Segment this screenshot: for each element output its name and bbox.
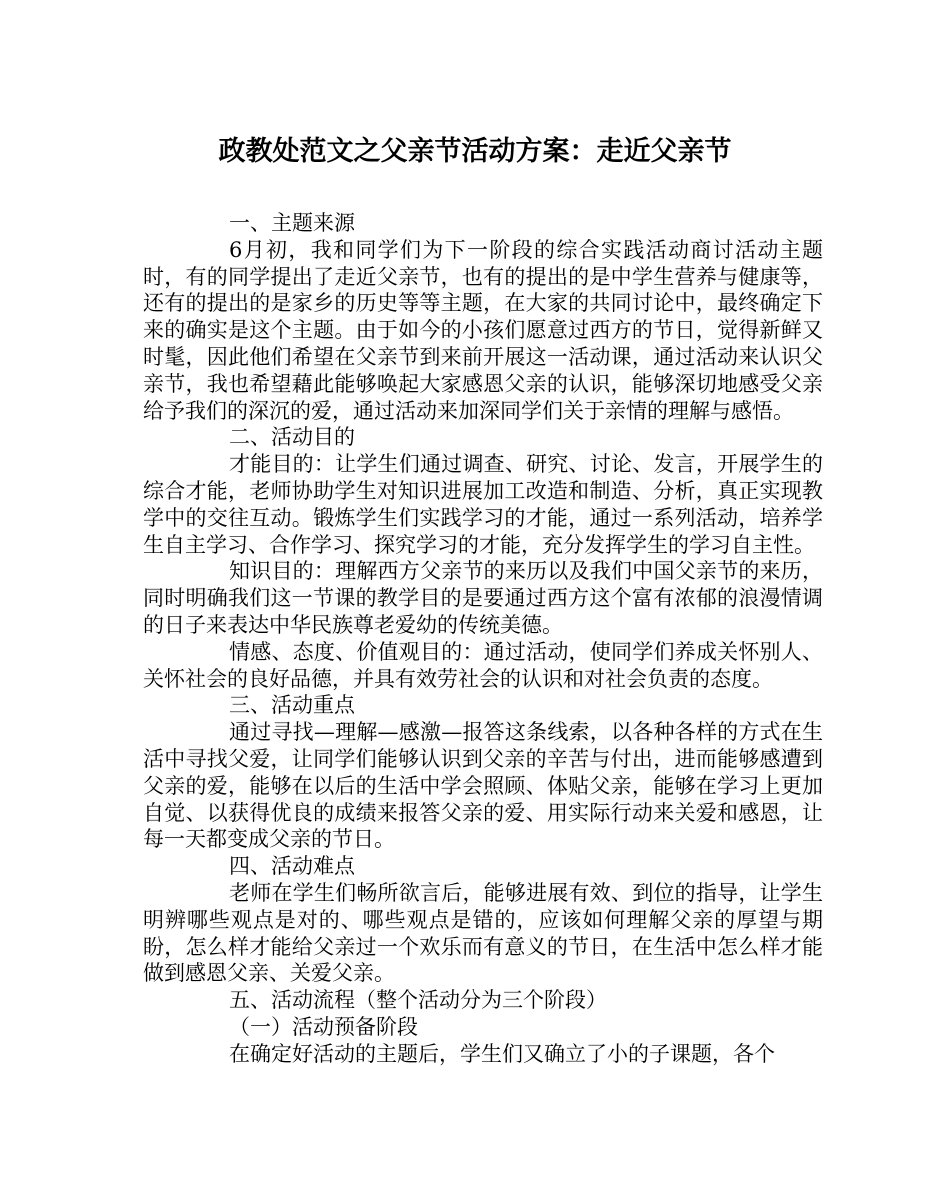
document-title: 政教处范文之父亲节活动方案：走近父亲节 xyxy=(218,136,732,167)
section-heading-theme-source: 一、主题来源 xyxy=(229,211,355,235)
section-heading-activity-difficulty: 四、活动难点 xyxy=(229,854,355,879)
section-heading-activity-process: 五、活动流程（整个活动分为三个阶段） xyxy=(229,988,607,1013)
section-heading-activity-focus: 三、活动重点 xyxy=(229,693,355,718)
paragraph-theme-source: 6月初，我和同学们为下一阶段的综合实践活动商讨活动主题时，有的同学提出了走近父亲节，也有的提出的是中学生营养与健康等，还有的提出的是家乡的历史等等主题，在大家的共同讨论中，最终确定下来的确实是这个主题。由于如今的小孩们愿意过西方的节日，觉得新鲜又时髦，因此他们希望在父亲节到来前开展这一活动课，通过活动来认识父亲节，我也希望藉此能够唤起大家感恩父亲的认识，能够深切地感受父亲给予我们的深沉的爱，通过活动来加深同学们关于亲情的理解与感悟。 xyxy=(143,237,823,423)
paragraph-ability-goals: 才能目的：让学生们通过调查、研究、讨论、发言，开展学生的综合才能，老师协助学生对知识进展加工改造和制造、分析，真正实现教学中的交往互动。锻炼学生们实践学习的才能，通过一系列活动，培养学生自主学习、合作学习、探究学习的才能，充分发挥学生的学习自主性。 xyxy=(143,452,823,557)
subsection-heading-preparation: （一）活动预备阶段 xyxy=(229,1014,418,1039)
paragraph-emotion-goals: 情感、态度、价值观目的：通过活动，使同学们养成关怀别人、关怀社会的良好品德，并具有效劳社会的认识和对社会负责的态度。 xyxy=(143,639,823,691)
paragraph-activity-focus: 通过寻找—理解—感激—报答这条线索，以各种各样的方式在生活中寻找父爱，让同学们能够认识到父亲的辛苦与付出，进而能够感遭到父亲的爱，能够在以后的生活中学会照顾、体贴父亲，能够在学习上更加自觉、以获得优良的成绩来报答父亲的爱、用实际行动来关爱和感恩，让每一天都变成父亲的节日。 xyxy=(143,720,823,852)
section-heading-activity-goals: 二、活动目的 xyxy=(229,425,355,450)
paragraph-activity-difficulty: 老师在学生们畅所欲言后，能够进展有效、到位的指导，让学生明辨哪些观点是对的、哪些观点是错的，应该如何理解父亲的厚望与期盼，怎么样才能给父亲过一个欢乐而有意义的节日，在生活中怎么样才能做到感恩父亲、关爱父亲。 xyxy=(143,880,823,986)
paragraph-knowledge-goals: 知识目的：理解西方父亲节的来历以及我们中国父亲节的来历，同时明确我们这一节课的教学目的是要通过西方这个富有浓郁的浪漫情调的日子来表达中华民族尊老爱幼的传统美德。 xyxy=(143,559,823,637)
paragraph-preparation: 在确定好活动的主题后，学生们又确立了小的子课题，各个 xyxy=(229,1041,775,1066)
document-body xyxy=(143,210,823,1068)
